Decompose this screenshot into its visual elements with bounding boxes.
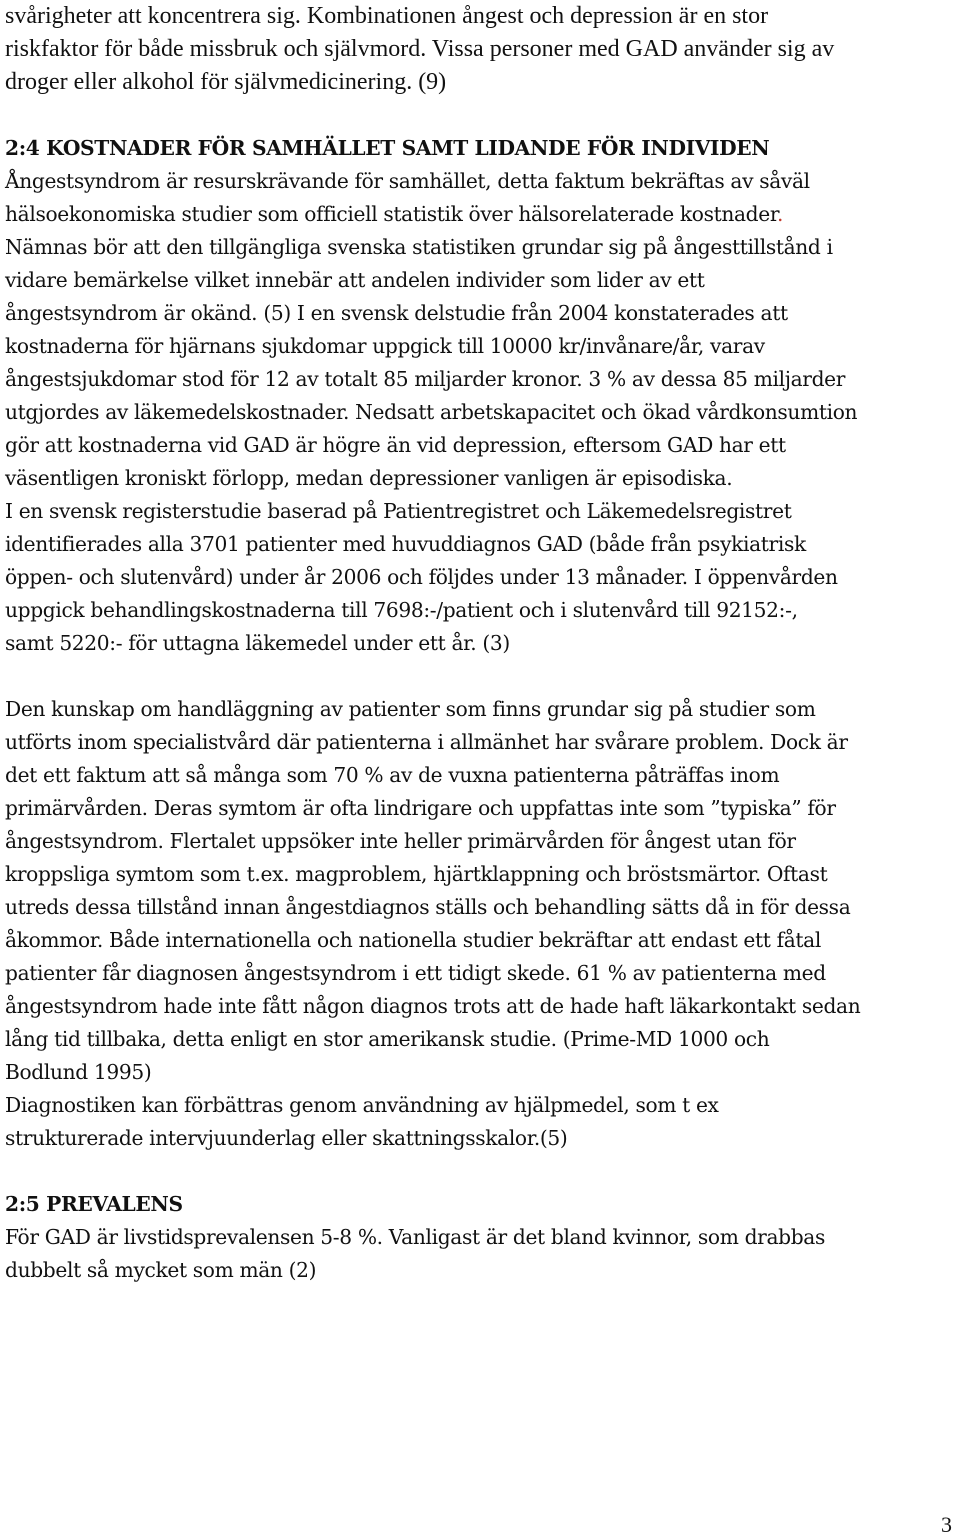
text-line: det ett faktum att så många som 70 % av de vuxna patienterna påträffas inom — [5, 763, 780, 787]
text-line: vidare bemärkelse vilket innebär att andelen individer som lider av ett — [5, 268, 705, 292]
section-2-4-paragraph-1 — [5, 165, 960, 660]
text-line: Diagnostiken kan förbättras genom användning av hjälpmedel, som t ex — [5, 1093, 719, 1117]
page-number: 3 — [941, 1512, 952, 1537]
text-line: åkommor. Både internationella och nationella studier bekräftar att endast ett fåtal — [5, 928, 821, 952]
text-line: öppen- och slutenvård) under år 2006 och följdes under 13 månader. I öppenvården — [5, 565, 838, 589]
intro-paragraph — [5, 0, 960, 99]
text-fragment: hälsoekonomiska studier som officiell statistik över hälsorelaterade kostnader — [5, 202, 777, 226]
text-line: svårigheter att koncentrera sig. Kombinationen ångest och depression är en stor — [5, 3, 769, 29]
text-line: utreds dessa tillstånd innan ångestdiagnos ställs och behandling sätts då in för dessa — [5, 895, 851, 919]
text-line: ångestsjukdomar stod för 12 av totalt 85 miljarder kronor. 3 % av dessa 85 miljarder — [5, 367, 846, 391]
text-line: utförts inom specialistvård där patienterna i allmänhet har svårare problem. Dock är — [5, 730, 848, 754]
section-heading-2-5: 2:5 PREVALENS — [5, 1192, 183, 1216]
text-line: väsentligen kroniskt förlopp, medan depressioner vanligen är episodiska. — [5, 466, 733, 490]
section-2-5-paragraph — [5, 1221, 960, 1287]
text-line: Den kunskap om handläggning av patienter som finns grundar sig på studier som — [5, 697, 816, 721]
text-line: ångestsyndrom är okänd. (5) I en svensk delstudie från 2004 konstaterades att — [5, 301, 788, 325]
text-line: kroppsliga symtom som t.ex. magproblem, hjärtklappning och bröstsmärtor. Oftast — [5, 862, 828, 886]
section-heading-2-4: 2:4 KOSTNADER FÖR SAMHÄLLET SAMT LIDANDE FÖR INDIVIDEN — [5, 136, 770, 160]
text-line: gör att kostnaderna vid GAD är högre än vid depression, eftersom GAD har ett — [5, 433, 786, 457]
text-line: riskfaktor för både missbruk och självmord. Vissa personer med GAD använder sig av — [5, 36, 835, 62]
text-line: ångestsyndrom hade inte fått någon diagnos trots att de hade haft läkarkontakt sedan — [5, 994, 861, 1018]
text-line: Nämnas bör att den tillgängliga svenska statistiken grundar sig på ångesttillstånd i — [5, 235, 833, 259]
text-line: primärvården. Deras symtom är ofta lindrigare och uppfattas inte som ”typiska” för — [5, 796, 836, 820]
document-page — [5, 0, 960, 1287]
text-line: I en svensk registerstudie baserad på Patientregistret och Läkemedelsregistret — [5, 499, 792, 523]
text-line: dubbelt så mycket som män (2) — [5, 1258, 317, 1282]
text-line: För GAD är livstidsprevalensen 5-8 %. Vanligast är det bland kvinnor, som drabbas — [5, 1225, 825, 1249]
section-2-4-paragraph-2 — [5, 693, 960, 1155]
text-line: Bodlund 1995) — [5, 1060, 152, 1084]
text-line — [5, 198, 960, 231]
text-line: identifierades alla 3701 patienter med huvuddiagnos GAD (både från psykiatrisk — [5, 532, 806, 556]
text-line: patienter får diagnosen ångestsyndrom i ett tidigt skede. 61 % av patienterna med — [5, 961, 826, 985]
text-line: Ångestsyndrom är resurskrävande för samhället, detta faktum bekräftas av såväl — [5, 169, 810, 193]
text-line: samt 5220:- för uttagna läkemedel under ett år. (3) — [5, 631, 510, 655]
text-line: strukturerade intervjuunderlag eller skattningsskalor.(5) — [5, 1126, 568, 1150]
red-period-mark: . — [776, 202, 784, 226]
text-line: droger eller alkohol för självmedicinering. (9) — [5, 69, 447, 95]
text-line: uppgick behandlingskostnaderna till 7698:-/patient och i slutenvård till 92152:-, — [5, 598, 798, 622]
text-line: kostnaderna för hjärnans sjukdomar uppgick till 10000 kr/invånare/år, varav — [5, 334, 765, 358]
text-line: lång tid tillbaka, detta enligt en stor amerikansk studie. (Prime-MD 1000 och — [5, 1027, 770, 1051]
text-line: ångestsyndrom. Flertalet uppsöker inte heller primärvården för ångest utan för — [5, 829, 796, 853]
text-line: utgjordes av läkemedelskostnader. Nedsatt arbetskapacitet och ökad vårdkonsumtion — [5, 400, 858, 424]
